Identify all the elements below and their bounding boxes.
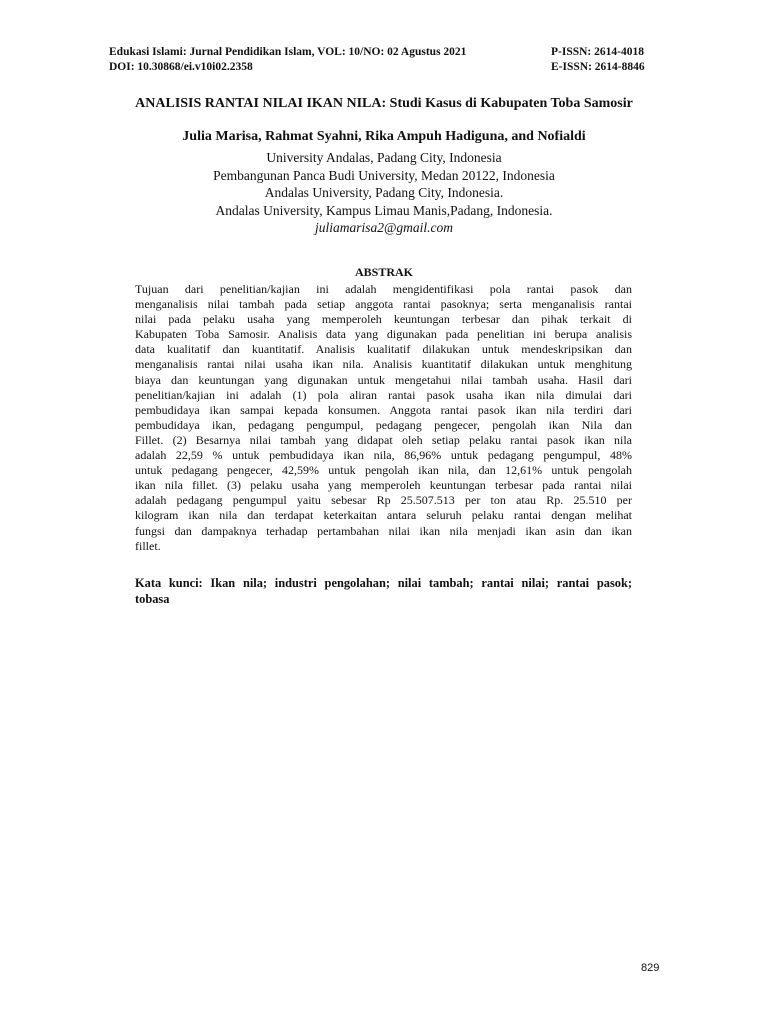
affiliation-3: Andalas University, Padang City, Indonesia. — [264, 185, 504, 201]
abstract-line: adalah 22,59 % untuk pembudidaya ikan nila, 86,96% untuk pedagang pengumpul, 48% — [135, 448, 632, 463]
author-email[interactable]: juliamarisa2@gmail.com — [314, 220, 454, 236]
abstract-line: data kualitatif dan kuantitatif. Analisis kualitatif dilakukan untuk mendeskripsikan dan — [135, 342, 632, 357]
keywords-line: tobasa — [135, 591, 170, 606]
page-number: 829 — [641, 962, 660, 974]
author-list: Julia Marisa, Rahmat Syahni, Rika Ampuh Hadiguna, and Nofialdi — [182, 129, 586, 144]
abstract-line: menganalisis nilai tambah pada setiap anggota rantai pasoknya; serta menganalisis rantai — [135, 297, 632, 312]
abstract-line: untuk pedagang pengecer, 42,59% untuk pengolah ikan nila, dan 12,61% untuk pengolah — [135, 463, 632, 478]
abstract-body — [135, 282, 632, 554]
keywords-line: Kata kunci: Ikan nila; industri pengolahan; nilai tambah; rantai nilai; rantai pasok; — [135, 576, 632, 590]
abstract-line: fillet. — [135, 538, 161, 553]
affiliation-4: Andalas University, Kampus Limau Manis,Padang, Indonesia. — [215, 202, 553, 218]
affiliation-2: Pembangunan Panca Budi University, Medan 20122, Indonesia — [213, 167, 555, 183]
abstract-line: biaya dan keuntungan yang digunakan untuk mengetahui nilai tambah usaha. Hasil dari — [135, 372, 632, 387]
keywords — [135, 576, 632, 607]
affiliations — [0, 149, 768, 237]
issn-header — [551, 45, 645, 75]
abstract-line: pembudidaya ikan sampai kepada konsumen. Anggota rantai pasok ikan nila terdiri dari — [135, 402, 632, 417]
abstract-line: penelitian/kajian ini adalah (1) pola aliran rantai pasok usaha ikan nila dimulai dari — [135, 387, 632, 402]
abstract-line: pembudidaya ikan, pedagang pengumpul, pedagang pengecer, pengolah ikan Nila dan — [135, 417, 632, 432]
abstract-line: kilogram ikan nila dan terdapat keterkaitan antara seluruh pelaku rantai dengan melihat — [135, 508, 632, 523]
affiliation-1: University Andalas, Padang City, Indonesia — [266, 150, 502, 165]
journal-line: Edukasi Islami: Jurnal Pendidikan Islam, VOL: 10/NO: 02 Agustus 2021 — [109, 46, 467, 58]
doi-line: DOI: 10.30868/ei.v10i02.2358 — [109, 61, 253, 73]
abstract-line: nilai pada pelaku usaha yang memperoleh keuntungan terbesar dan pihak terkait di — [135, 312, 632, 327]
p-issn: P-ISSN: 2614-4018 — [551, 46, 644, 58]
abstract-line: adalah pedagang pengumpul yaitu sebesar Rp 25.507.513 per ton atau Rp. 25.510 per — [135, 493, 632, 508]
abstract-line: fungsi dan dampaknya terhadap pertambahan nilai ikan nila menjadi ikan asin dan ikan — [135, 523, 632, 538]
abstract-line: Fillet. (2) Besarnya nilai tambah yang didapat oleh setiap pelaku rantai pasok ikan nila — [135, 432, 632, 447]
abstract-line: Kabupaten Toba Samosir. Analisis data yang digunakan pada penelitian ini berupa analisis — [135, 327, 632, 342]
abstract-heading: ABSTRAK — [354, 265, 413, 279]
abstract-line: menganalisis rantai nilai usaha ikan nila. Analisis kuantitatif dilakukan untuk menghitung — [135, 357, 632, 372]
paper-title: ANALISIS RANTAI NILAI IKAN NILA: Studi Kasus di Kabupaten Toba Samosir — [135, 96, 633, 111]
abstract-line: Tujuan dari penelitian/kajian ini adalah mengidentifikasi pola rantai pasok dan — [135, 282, 632, 296]
journal-header — [109, 45, 466, 75]
e-issn: E-ISSN: 2614-8846 — [551, 61, 645, 73]
abstract-line: ikan nila fillet. (3) pelaku usaha yang memperoleh keuntungan terbesar pada rantai nilai — [135, 478, 632, 493]
